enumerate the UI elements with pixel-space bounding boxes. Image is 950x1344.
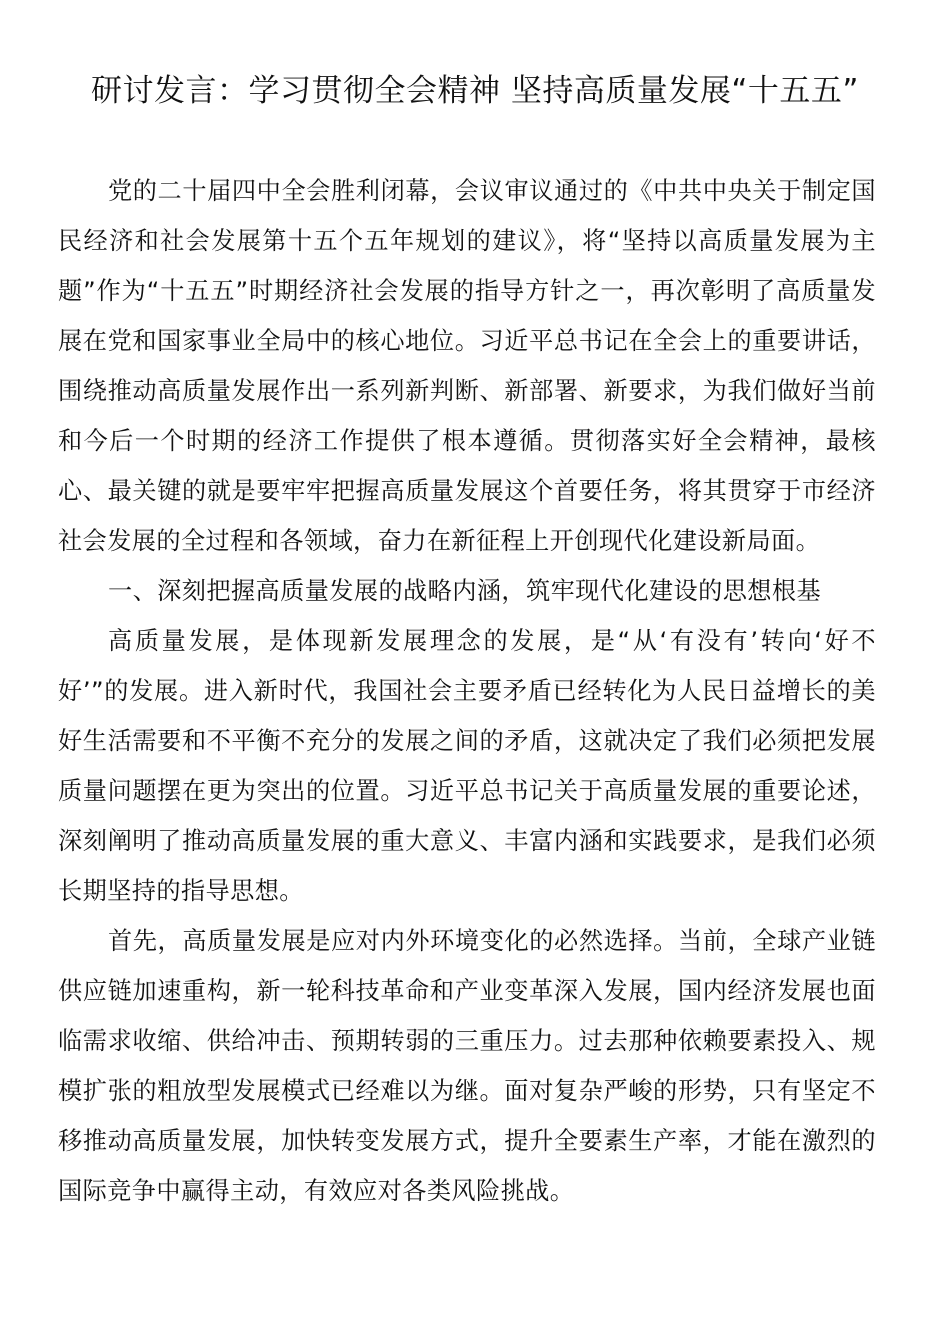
- paragraph-section1-first-point: 首先，高质量发展是应对内外环境变化的必然选择。当前，全球产业链供应链加速重构，新一轮科技革命和产业变革深入发展，国内经济发展也面临需求收缩、供给冲击、预期转弱的三重压力。过去那种依赖要素投入、规模扩张的粗放型发展模式已经难以为继。面对复杂严峻的形势，只有坚定不移推动高质量发展，加快转变发展方式，提升全要素生产率，才能在激烈的国际竞争中赢得主动，有效应对各类风险挑战。: [58, 927, 876, 1205]
- paragraph-section1-overview: 高质量发展，是体现新发展理念的发展，是“从‘有没有’转向‘好不好’”的发展。进入新时代，我国社会主要矛盾已经转化为人民日益增长的美好生活需要和不平衡不充分的发展之间的矛盾，这就决定了我们必须把发展质量问题摆在更为突出的位置。习近平总书记关于高质量发展的重要论述，深刻阐明了推动高质量发展的重大意义、丰富内涵和实践要求，是我们必须长期坚持的指导思想。: [58, 627, 876, 905]
- section-heading-1: 一、深刻把握高质量发展的战略内涵，筑牢现代化建设的思想根基: [108, 577, 822, 605]
- document-body: [58, 166, 876, 1216]
- paragraph-intro: 党的二十届四中全会胜利闭幕，会议审议通过的《中共中央关于制定国民经济和社会发展第十五个五年规划的建议》，将“坚持以高质量发展为主题”作为“十五五”时期经济社会发展的指导方针之一，再次彰明了高质量发展在党和国家事业全局中的核心地位。习近平总书记在全会上的重要讲话，围绕推动高质量发展作出一系列新判断、新部署、新要求，为我们做好当前和今后一个时期的经济工作提供了根本遵循。贯彻落实好全会精神，最核心、最关键的就是要牢牢把握高质量发展这个首要任务，将其贯穿于市经济社会发展的全过程和各领域，奋力在新征程上开创现代化建设新局面。: [58, 177, 876, 555]
- document-title: 研讨发言：学习贯彻全会精神 坚持高质量发展“十五五”: [91, 73, 859, 109]
